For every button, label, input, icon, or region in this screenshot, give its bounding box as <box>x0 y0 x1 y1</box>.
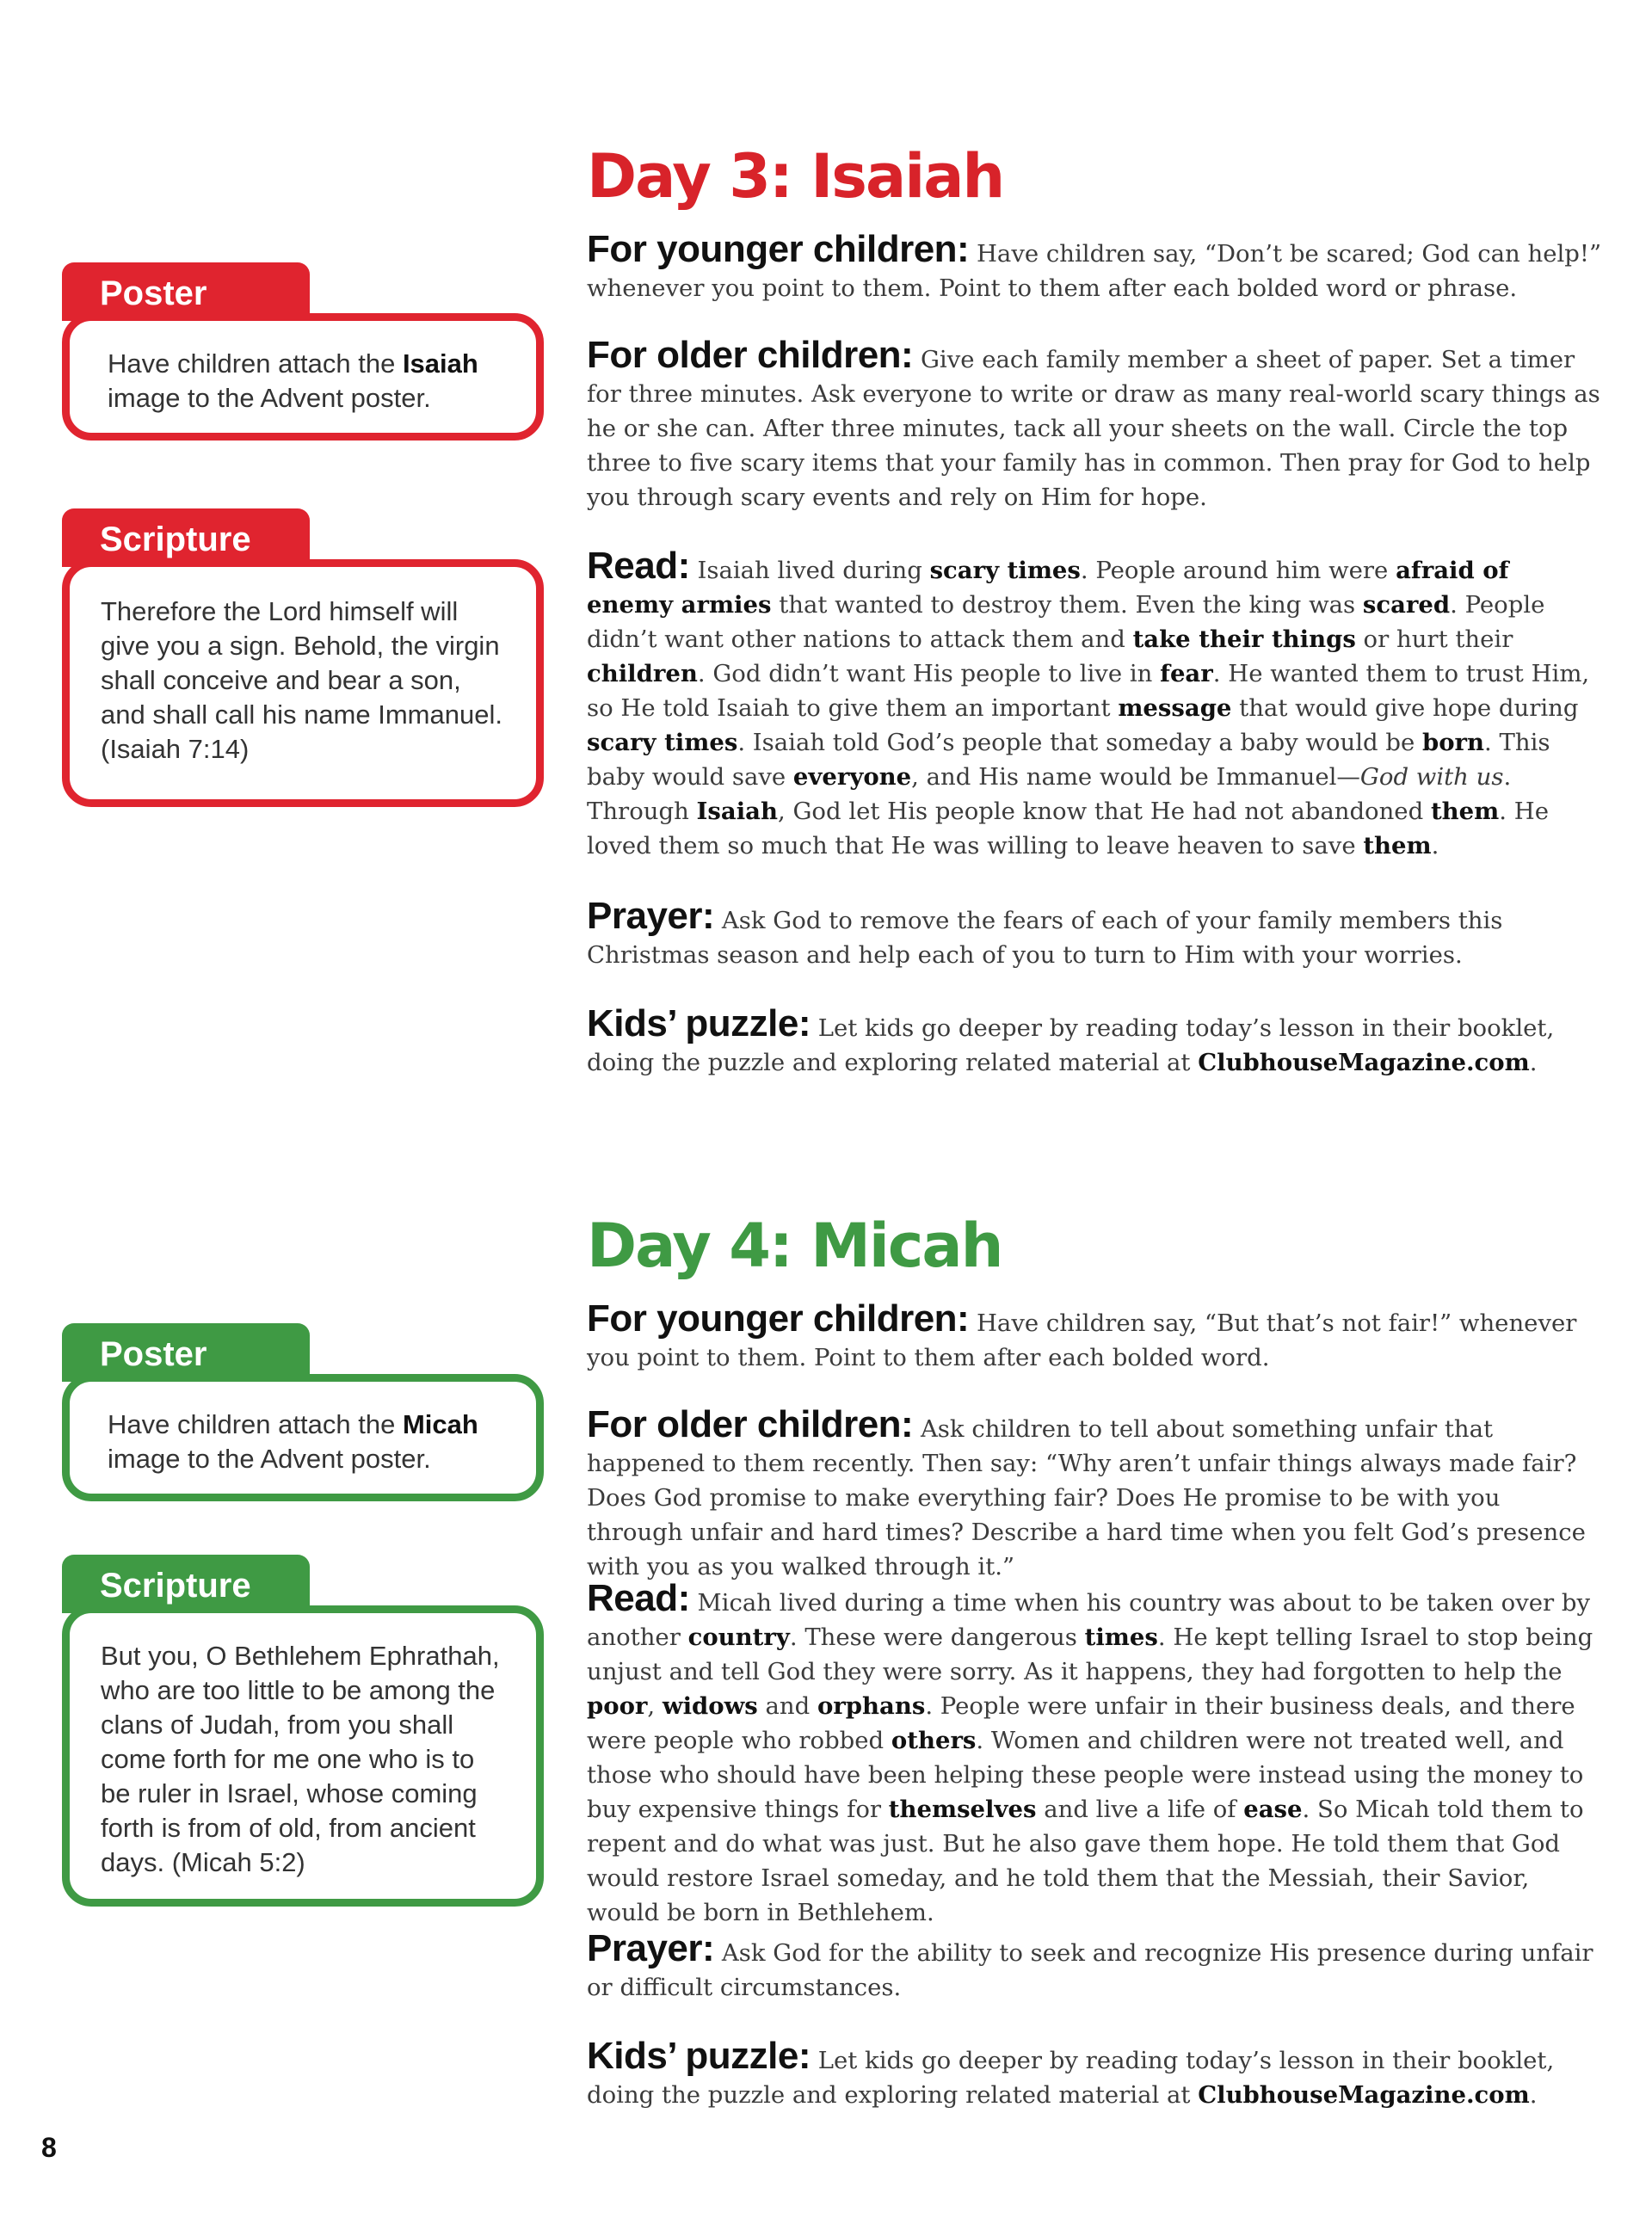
day4-read: Read: Micah lived during a time when his country was about to be taken over by another country. These were dangerous times. He kept telling Israel to stop being unjust and tell God they were sorry. As it happens, they had forgotten to help the poor, widows and orphans. People were unfair in their business deals, and there were people who robbed others. Women and children were not treated well, and those who should have been helping these people were instead using the money to buy expensive things for themselves and live a life of ease. So Micah told them to repent and do what was just. But he also gave them hope. He told them that God would restore Israel someday, and he told them that the Messiah, their Savior, would be born in Bethlehem. <box>587 1577 1593 1926</box>
day4-scripture-tab: Scripture <box>62 1555 310 1613</box>
day4-older-children: For older children: Ask children to tell about something unfair that happened to them recently. Then say: “Why aren’t unfair things always made fair? Does God promise to make everything fair? Does He promise to be with you through unfair and hard times? Describe a hard time when you felt God’s presence with you as you walked through it.” <box>587 1403 1586 1580</box>
day3-scripture-text: Therefore the Lord himself will give you a sign. Behold, the virgin shall conceive and bear a son, and shall call his name Immanuel. (Isaiah 7:14) <box>101 596 502 764</box>
day4-poster-box <box>62 1335 544 1501</box>
day3-younger-children: For younger children: Have children say, “Don’t be scared; God can help!” whenever you point to them. Point to them after each bolded word or phrase. <box>587 228 1602 302</box>
day4-prayer: Prayer: Ask God for the ability to seek and recognize His presence during unfair or difficult circumstances. <box>587 1927 1593 2001</box>
day3-poster-box <box>62 274 544 441</box>
day3-clubhouse-link: ClubhouseMagazine.com <box>1198 1049 1530 1076</box>
day3-title: Day 3: Isaiah <box>587 141 1004 212</box>
day4-clubhouse-link: ClubhouseMagazine.com <box>1198 2081 1530 2109</box>
day3-scripture-box <box>62 521 544 807</box>
day4-kids-puzzle: Kids’ puzzle: Let kids go deeper by reading today’s lesson in their booklet, doing the puzzle and exploring related material at ClubhouseMagazine.com. <box>587 2035 1555 2109</box>
day3-scripture-tab: Scripture <box>62 508 310 567</box>
day4-poster-text: Have children attach the Micah image to the Advent poster. <box>108 1409 478 1474</box>
day4-scripture-box <box>62 1567 544 1907</box>
day3-older-children: For older children: Give each family member a sheet of paper. Set a timer for three minutes. Ask everyone to write or draw as many real-world scary things as he or she can. After three minutes, tack all your sheets on the wall. Circle the top three to five scary items that your family has in common. Then pray for God to help you through scary events and rely on Him for hope. <box>587 334 1600 511</box>
day3-prayer: Prayer: Ask God to remove the fears of each of your family members this Christmas season and help each of you to turn to Him with your worries. <box>587 895 1503 969</box>
day4-poster-tab: Poster <box>62 1323 310 1382</box>
day3-read: Read: Isaiah lived during scary times. People around him were afraid of enemy armies that wanted to destroy them. Even the king was scared. People didn’t want other nations to attack them and take their things or hurt their children. God didn’t want His people to live in fear. He wanted them to trust Him, so He told Isaiah to give them an important message that would give hope during scary times. Isaiah told God’s people that someday a baby would be born. This baby would save everyone, and His name would be Immanuel—God with us. Through Isaiah, God let His people know that He had not abandoned them. He loved them so much that He was willing to leave heaven to save them. <box>587 545 1590 859</box>
page-number: 8 <box>41 2132 57 2163</box>
day3-poster-text: Have children attach the Isaiah image to the Advent poster. <box>108 348 478 413</box>
day4-title: Day 4: Micah <box>587 1211 1002 1281</box>
day3-poster-tab: Poster <box>62 262 310 321</box>
day4-younger-children: For younger children: Have children say, “But that’s not fair!” whenever you point to them. Point to them after each bolded word. <box>587 1297 1577 1371</box>
day4-scripture-text: But you, O Bethlehem Ephrathah, who are too little to be among the clans of Judah, from you shall come forth for me one who is to be ruler in Israel, whose coming forth is from of old, from ancient days. (Micah 5:2) <box>101 1641 500 1877</box>
day3-kids-puzzle: Kids’ puzzle: Let kids go deeper by reading today’s lesson in their booklet, doing the puzzle and exploring related material at ClubhouseMagazine.com. <box>587 1002 1555 1076</box>
